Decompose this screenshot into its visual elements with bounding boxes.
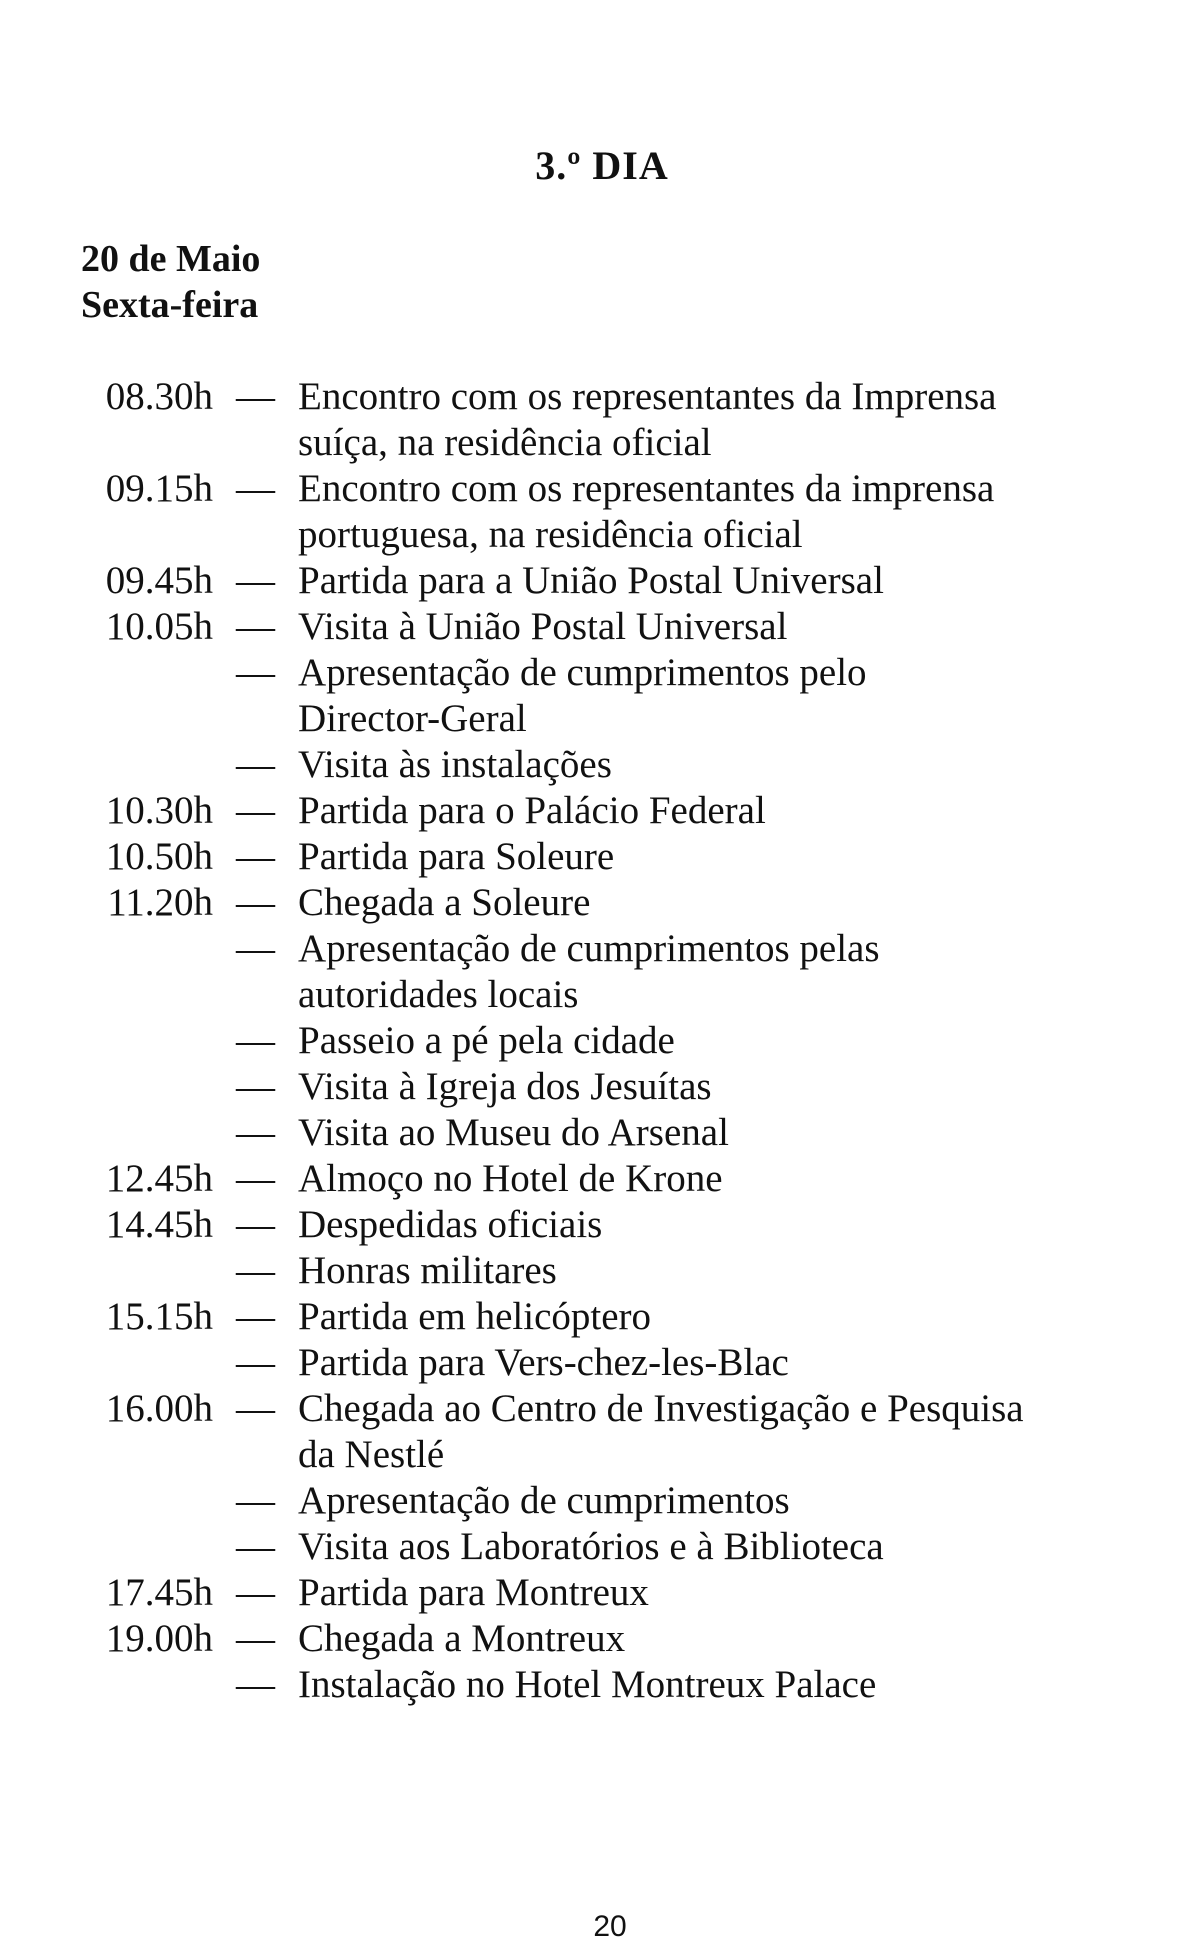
schedule-row	[75, 1156, 1155, 1202]
schedule-dash: —	[236, 605, 275, 648]
schedule-text-line: Instalação no Hotel Montreux Palace	[298, 1663, 877, 1706]
date-day-month: 20 de Maio	[81, 238, 261, 280]
schedule-time: 17.45h	[105, 1571, 213, 1614]
schedule-text-line: Apresentação de cumprimentos pelas	[298, 927, 880, 970]
schedule-dash: —	[236, 651, 275, 694]
schedule-text-line: Partida para a União Postal Universal	[298, 559, 884, 602]
schedule-text	[298, 742, 1155, 788]
schedule-dash: —	[236, 467, 275, 510]
schedule-text-line: portuguesa, na residência oficial	[298, 513, 803, 556]
schedule-text	[298, 374, 1155, 466]
schedule-time: 11.20h	[107, 881, 213, 924]
schedule-time: 16.00h	[105, 1387, 213, 1430]
schedule-row	[75, 1340, 1155, 1386]
schedule-text	[298, 788, 1155, 834]
schedule-text	[298, 880, 1155, 926]
schedule-time: 15.15h	[105, 1295, 213, 1338]
schedule-text-line: Honras militares	[298, 1249, 557, 1292]
schedule-row	[75, 1570, 1155, 1616]
schedule-dash: —	[236, 375, 275, 418]
schedule-dash: —	[236, 1019, 275, 1062]
schedule-text	[298, 604, 1155, 650]
schedule-dash: —	[236, 743, 275, 786]
schedule-text-line: Visita à Igreja dos Jesuítas	[298, 1065, 712, 1108]
schedule-dash: —	[236, 1111, 275, 1154]
schedule-row	[75, 742, 1155, 788]
schedule-text	[298, 1018, 1155, 1064]
schedule-dash: —	[236, 789, 275, 832]
schedule-dash: —	[236, 881, 275, 924]
schedule-row	[75, 1616, 1155, 1662]
schedule-dash: —	[236, 1525, 275, 1568]
schedule-text-line: Partida para Montreux	[298, 1571, 649, 1614]
page-number: 20	[593, 1910, 627, 1943]
schedule-dash: —	[236, 1571, 275, 1614]
schedule-row	[75, 1248, 1155, 1294]
schedule-time: 09.45h	[105, 559, 213, 602]
schedule-time: 19.00h	[105, 1617, 213, 1660]
schedule-text-line: Apresentação de cumprimentos	[298, 1479, 790, 1522]
schedule-time: 12.45h	[105, 1157, 213, 1200]
schedule-dash: —	[236, 1295, 275, 1338]
schedule-text-line: Encontro com os representantes da Imprensa	[298, 375, 997, 418]
schedule-text-line: Despedidas oficiais	[298, 1203, 603, 1246]
day-heading: 3.º DIA	[535, 143, 669, 188]
schedule-row	[75, 558, 1155, 604]
schedule-text	[298, 1616, 1155, 1662]
schedule-row	[75, 1064, 1155, 1110]
schedule-text	[298, 1156, 1155, 1202]
schedule-row	[75, 650, 1155, 742]
date-weekday: Sexta-feira	[81, 284, 259, 326]
schedule-text-line: Chegada a Montreux	[298, 1617, 626, 1660]
schedule-dash: —	[236, 835, 275, 878]
schedule-text	[298, 1248, 1155, 1294]
schedule-text-line: Visita ao Museu do Arsenal	[298, 1111, 729, 1154]
schedule-text-line: autoridades locais	[298, 973, 579, 1016]
schedule-text-line: suíça, na residência oficial	[298, 421, 712, 464]
schedule-dash: —	[236, 1479, 275, 1522]
schedule-text-line: Partida para Soleure	[298, 835, 615, 878]
schedule-row	[75, 374, 1155, 466]
schedule-text-line: Passeio a pé pela cidade	[298, 1019, 675, 1062]
schedule-text	[298, 1202, 1155, 1248]
schedule-row	[75, 1524, 1155, 1570]
schedule-dash: —	[236, 1065, 275, 1108]
schedule-text	[298, 926, 1155, 1018]
schedule-text	[298, 466, 1155, 558]
schedule-text-line: Partida para o Palácio Federal	[298, 789, 766, 832]
schedule-dash: —	[236, 927, 275, 970]
schedule-text-line: Visita à União Postal Universal	[298, 605, 788, 648]
schedule-text-line: Encontro com os representantes da imprensa	[298, 467, 995, 510]
schedule-dash: —	[236, 1663, 275, 1706]
schedule-text-line: Partida em helicóptero	[298, 1295, 652, 1338]
schedule-row	[75, 1478, 1155, 1524]
schedule-time: 08.30h	[105, 375, 213, 418]
schedule-dash: —	[236, 1203, 275, 1246]
schedule-text	[298, 1570, 1155, 1616]
schedule-time: 14.45h	[105, 1203, 213, 1246]
schedule-text-line: Visita às instalações	[298, 743, 612, 786]
schedule-row	[75, 834, 1155, 880]
schedule-row	[75, 1202, 1155, 1248]
schedule-text-line: Apresentação de cumprimentos pelo	[298, 651, 867, 694]
schedule-row	[75, 466, 1155, 558]
schedule-text	[298, 650, 1155, 742]
schedule-text	[298, 834, 1155, 880]
schedule-dash: —	[236, 1341, 275, 1384]
schedule-row	[75, 1386, 1155, 1478]
schedule-text	[298, 1064, 1155, 1110]
schedule-text	[298, 1340, 1155, 1386]
schedule-row	[75, 1662, 1155, 1708]
schedule-text	[298, 1478, 1155, 1524]
schedule-list	[75, 374, 1155, 1708]
date-block	[81, 236, 260, 328]
schedule-text-line: Chegada a Soleure	[298, 881, 591, 924]
schedule-row	[75, 880, 1155, 926]
schedule-row	[75, 788, 1155, 834]
schedule-time: 10.30h	[105, 789, 213, 832]
schedule-text-line: Visita aos Laboratórios e à Biblioteca	[298, 1525, 884, 1568]
schedule-dash: —	[236, 559, 275, 602]
schedule-text	[298, 1386, 1155, 1478]
schedule-text-line: Director-Geral	[298, 697, 527, 740]
schedule-time: 10.50h	[105, 835, 213, 878]
schedule-text-line: Partida para Vers-chez-les-Blac	[298, 1341, 789, 1384]
schedule-row	[75, 1294, 1155, 1340]
schedule-row	[75, 1018, 1155, 1064]
schedule-row	[75, 926, 1155, 1018]
schedule-dash: —	[236, 1157, 275, 1200]
schedule-dash: —	[236, 1387, 275, 1430]
schedule-text	[298, 1662, 1155, 1708]
schedule-text-line: Chegada ao Centro de Investigação e Pesquisa	[298, 1387, 1024, 1430]
schedule-text	[298, 1110, 1155, 1156]
schedule-text-line: da Nestlé	[298, 1433, 445, 1476]
schedule-text	[298, 558, 1155, 604]
schedule-text	[298, 1524, 1155, 1570]
schedule-time: 09.15h	[105, 467, 213, 510]
schedule-dash: —	[236, 1249, 275, 1292]
schedule-text	[298, 1294, 1155, 1340]
schedule-dash: —	[236, 1617, 275, 1660]
schedule-row	[75, 1110, 1155, 1156]
schedule-time: 10.05h	[105, 605, 213, 648]
schedule-row	[75, 604, 1155, 650]
schedule-text-line: Almoço no Hotel de Krone	[298, 1157, 723, 1200]
